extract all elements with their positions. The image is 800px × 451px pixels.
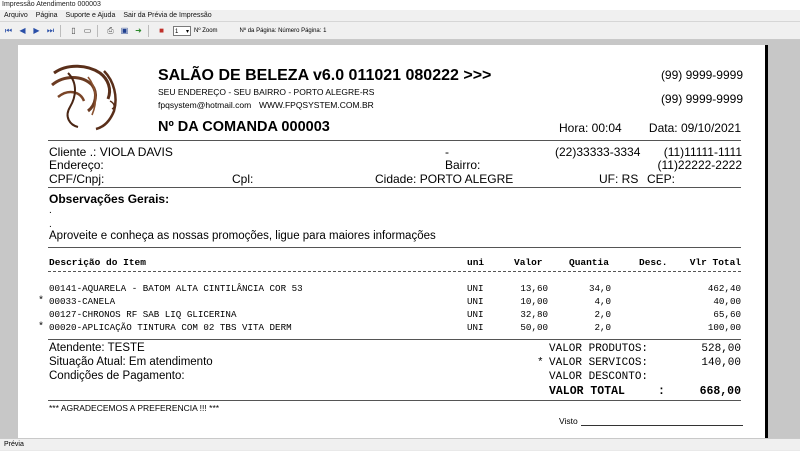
obs-line-2: . <box>49 219 52 230</box>
item-uni: UNI <box>467 309 484 320</box>
multi-page-icon[interactable]: ▭ <box>83 26 92 35</box>
item-valor: 13,60 <box>520 283 548 294</box>
cidade: Cidade: PORTO ALEGRE <box>375 172 514 186</box>
situacao: Situação Atual: Em atendimento <box>49 356 213 368</box>
item-uni: UNI <box>467 283 484 294</box>
client-phone-a: (22)33333-3334 <box>555 145 641 159</box>
print-icon[interactable]: ⎙ <box>107 25 114 35</box>
report-page <box>18 45 768 438</box>
valor-produtos-label: VALOR PRODUTOS: <box>549 343 649 355</box>
valor-produtos: 528,00 <box>701 343 741 355</box>
client-phone-b: (11)11111-1111 <box>663 145 742 159</box>
zoom-label: Nº Zoom <box>194 27 218 34</box>
valor-total: 668,00 <box>699 385 741 398</box>
menu-sair-previa[interactable]: Sair da Prévia de Impressão <box>123 12 212 19</box>
signature-line <box>581 425 743 426</box>
company-address: SEU ENDEREÇO - SEU BAIRRO - PORTO ALEGRE-RS <box>158 87 375 97</box>
company-site: WWW.FPQSYSTEM.COM.BR <box>259 100 374 110</box>
item-valor: 32,80 <box>520 309 548 320</box>
uf: UF: RS <box>599 172 639 186</box>
col-valor: Valor <box>514 257 543 268</box>
menu-arquivo[interactable]: Arquivo <box>4 12 28 19</box>
toolbar-separator <box>97 25 98 37</box>
prev-page-icon[interactable]: ◀ <box>19 26 26 35</box>
item-valor: 10,00 <box>520 296 548 307</box>
promo-text: Aproveite e conheça as nossas promoções, ligue para maiores informações <box>49 230 436 242</box>
next-page-icon[interactable]: ▶ <box>33 26 40 35</box>
cliente: Cliente .: VIOLA DAVIS <box>49 145 173 159</box>
page-info: Nº da Página: Número Página: 1 <box>239 27 327 34</box>
divider <box>48 247 741 248</box>
comanda-number: Nº DA COMANDA 000003 <box>158 119 330 135</box>
hora: Hora: 00:04 <box>559 121 622 135</box>
item-desc: 00020-APLICAÇÃO TINTURA COM 02 TBS VITA DERM <box>49 322 292 333</box>
item-total: 462,40 <box>707 283 741 294</box>
page-select[interactable]: 1 ▾ <box>173 26 191 36</box>
item-total: 40,00 <box>713 296 741 307</box>
toolbar-separator <box>148 25 149 37</box>
observacoes-title: Observações Gerais: <box>49 192 170 206</box>
condicoes-pagamento: Condições de Pagamento: <box>49 370 185 382</box>
atendente: Atendente: TESTE <box>49 342 145 354</box>
salon-logo <box>48 63 128 131</box>
divider <box>48 271 741 272</box>
col-descricao: Descrição do Item <box>49 257 146 268</box>
col-desc: Desc. <box>639 257 668 268</box>
service-mark: * <box>38 322 45 333</box>
divider <box>48 187 741 188</box>
item-qtd: 34,0 <box>588 283 611 294</box>
obs-line-1: . <box>49 205 52 216</box>
company-phone-2: (99) 9999-9999 <box>660 92 743 106</box>
cpl: Cpl: <box>232 172 254 186</box>
valor-servicos: 140,00 <box>701 357 741 369</box>
agradecimento: *** AGRADECEMOS A PREFERENCIA !!! *** <box>49 403 220 413</box>
valor-total-colon: : <box>658 385 665 398</box>
first-page-icon[interactable]: ⏮ <box>4 25 13 35</box>
item-total: 65,60 <box>713 309 741 320</box>
cpf-cnpj: CPF/Cnpj: <box>49 172 105 186</box>
item-uni: UNI <box>467 322 484 333</box>
company-name: SALÃO DE BELEZA v6.0 011021 080222 >>> <box>158 67 492 84</box>
window-title: Impressão Atendimento 000003 <box>0 0 800 10</box>
divider <box>48 140 741 141</box>
pdf-icon[interactable]: ■ <box>159 26 164 35</box>
client-dash: - <box>445 145 449 159</box>
single-page-icon[interactable]: ▯ <box>71 26 76 35</box>
item-total: 100,00 <box>707 322 741 333</box>
company-email: fpqsystem@hotmail.com <box>158 100 252 110</box>
valor-total-label: VALOR TOTAL <box>549 385 625 398</box>
visto-label: Visto <box>559 416 578 426</box>
preview-area[interactable] <box>0 40 800 438</box>
col-uni: uni <box>467 257 485 268</box>
divider <box>48 400 741 401</box>
item-desc: 00141-AQUARELA - BATOM ALTA CINTILÂNCIA COR 53 <box>49 283 303 294</box>
menu-suporte[interactable]: Suporte e Ajuda <box>65 12 116 19</box>
cep: CEP: <box>647 172 676 186</box>
exit-icon[interactable]: ➜ <box>135 26 142 35</box>
client-phone-c: (11)22222-2222 <box>657 158 742 172</box>
save-icon[interactable]: ▣ <box>120 26 129 35</box>
chevron-down-icon: ▾ <box>185 28 189 35</box>
service-mark: * <box>537 357 544 369</box>
item-desc: 00127-CHRONOS RF SAB LIQ GLICERINA <box>49 309 237 320</box>
toolbar-separator <box>60 25 61 37</box>
item-qtd: 4,0 <box>594 296 611 307</box>
company-phone-1: (99) 9999-9999 <box>660 68 743 82</box>
col-total: Vlr Total <box>689 257 741 268</box>
endereco: Endereço: <box>49 158 104 172</box>
col-quantia: Quantia <box>569 257 609 268</box>
divider <box>48 339 741 340</box>
bairro: Bairro: <box>445 158 481 172</box>
last-page-icon[interactable]: ⏭ <box>46 25 55 35</box>
item-valor: 50,00 <box>520 322 548 333</box>
toolbar <box>0 22 800 40</box>
item-desc: 00033-CANELA <box>49 296 116 307</box>
status-bar: Prévia <box>0 438 800 450</box>
menu-pagina[interactable]: Página <box>35 12 58 19</box>
menu-bar <box>0 10 800 22</box>
data: Data: 09/10/2021 <box>648 121 741 135</box>
valor-desconto-label: VALOR DESCONTO: <box>549 371 649 383</box>
item-uni: UNI <box>467 296 484 307</box>
item-qtd: 2,0 <box>594 322 611 333</box>
valor-servicos-label: VALOR SERVICOS: <box>549 357 649 369</box>
item-qtd: 2,0 <box>594 309 611 320</box>
service-mark: * <box>38 296 45 307</box>
